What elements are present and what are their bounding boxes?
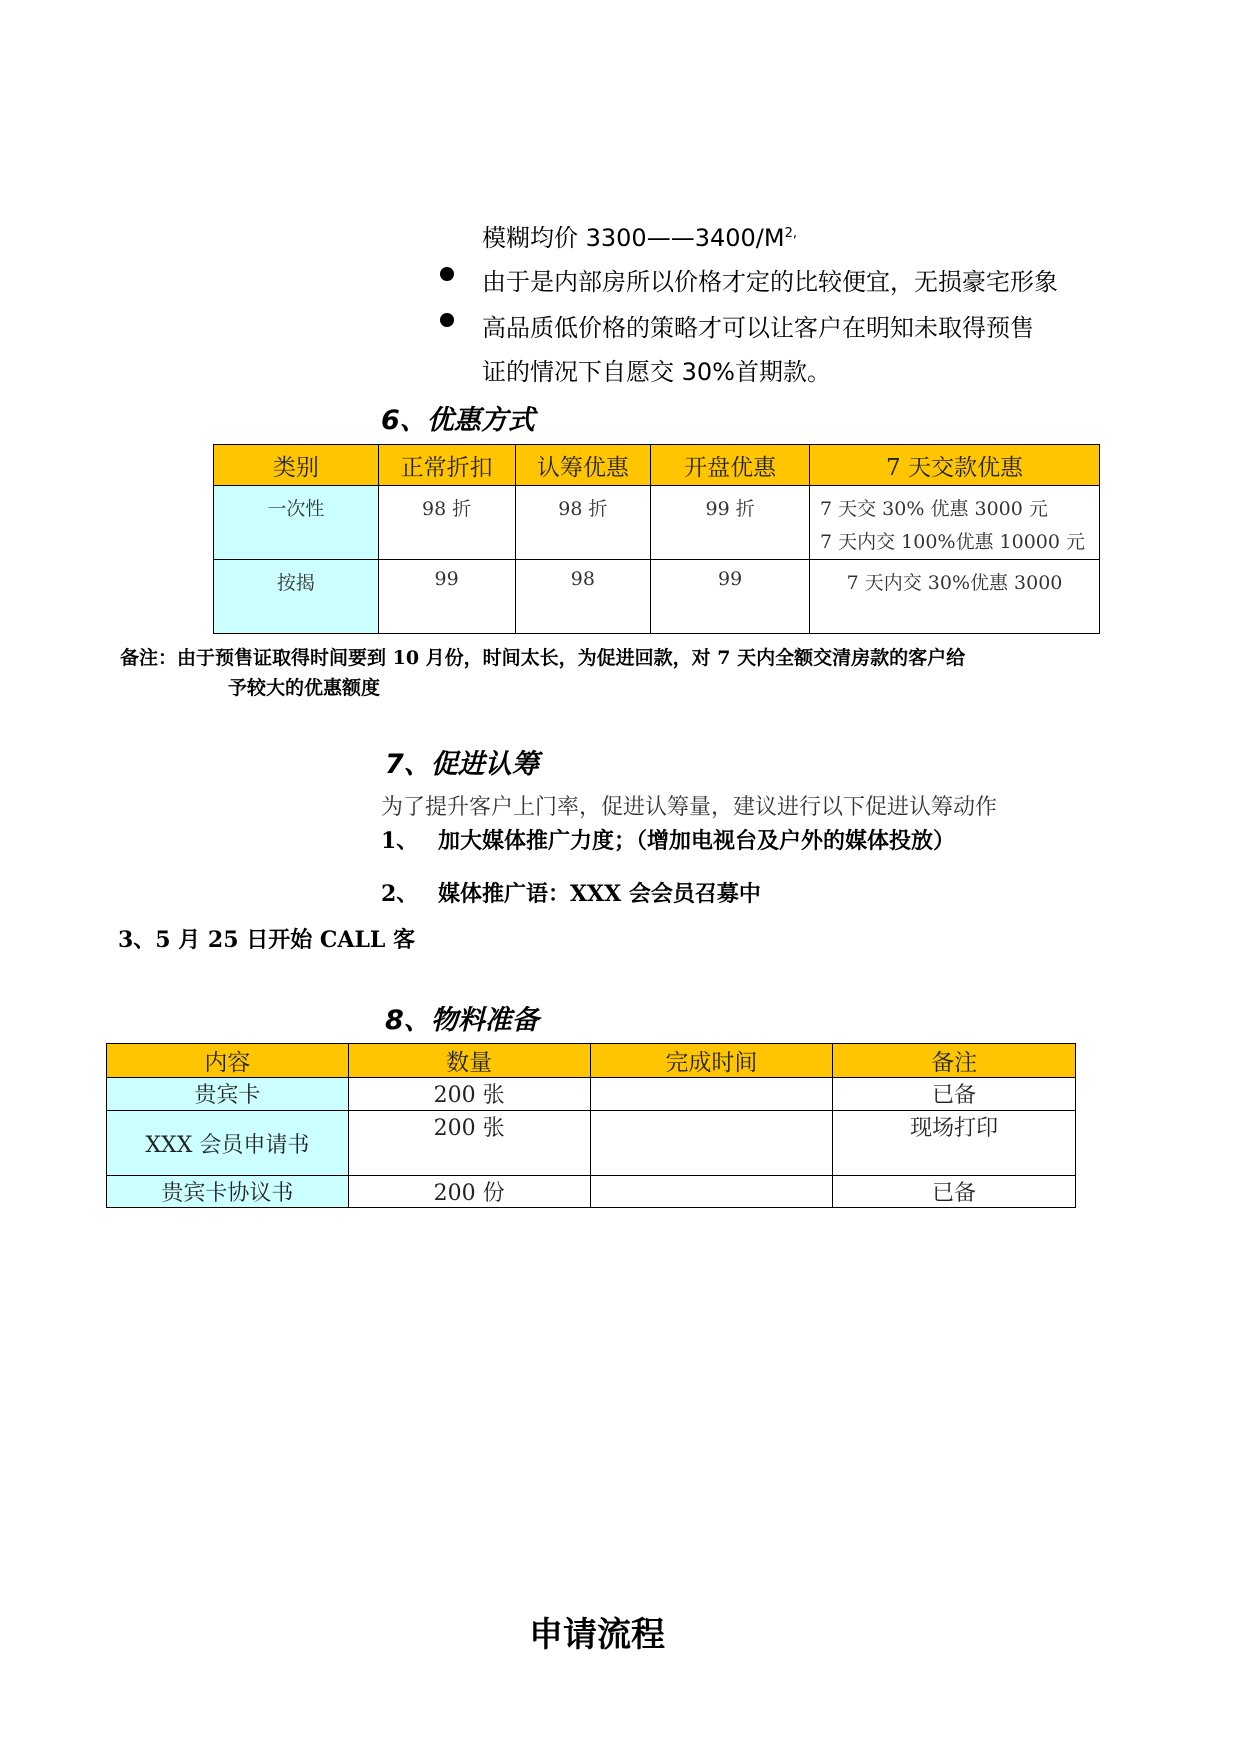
table-header-cell: 完成时间 (590, 1044, 833, 1078)
list-item: 3、5 月 25 日开始 CALL 客 (118, 927, 416, 953)
table-cell: 99 折 (651, 486, 810, 560)
table-cell: 99 (651, 560, 810, 634)
row-label: 贵宾卡 (107, 1078, 349, 1111)
table-cell: 现场打印 (833, 1111, 1076, 1176)
list-item-number: 2、 (381, 881, 419, 907)
price-line-text: 模糊均价 3300——3400/M (482, 224, 785, 252)
row-label: 一次性 (214, 486, 379, 560)
table-header-row (214, 445, 1100, 486)
list-item (381, 824, 955, 855)
table-note: 备注：由于预售证取得时间要到 10 月份，时间太长，为促进回款，对 7 天内全额交清房款的客户给 (120, 647, 966, 669)
table-row (214, 486, 1100, 560)
table-cell: 98 折 (378, 486, 515, 560)
list-item (381, 877, 761, 908)
bullet-item-continuation: 证的情况下自愿交 30%首期款。 (482, 358, 831, 386)
table-cell: 98 折 (515, 486, 651, 560)
table-row (107, 1176, 1076, 1208)
row-label: 贵宾卡协议书 (107, 1176, 349, 1208)
list-item-number: 1、 (381, 828, 419, 854)
list-item-text: 加大媒体推广力度；（增加电视台及户外的媒体投放） (437, 828, 955, 854)
table-cell: 已备 (833, 1176, 1076, 1208)
table-cell: 已备 (833, 1078, 1076, 1111)
table-cell: 7 天内交 30%优惠 3000 (810, 560, 1100, 634)
bullet-item: 高品质低价格的策略才可以让客户在明知未取得预售 (482, 314, 1034, 342)
table-cell (810, 486, 1100, 560)
bullet-item: 由于是内部房所以价格才定的比较便宜，无损豪宅形象 (482, 268, 1058, 296)
materials-table (106, 1043, 1076, 1208)
table-header-cell: 开盘优惠 (651, 445, 810, 486)
table-note-cont: 予较大的优惠额度 (228, 677, 381, 699)
table-header-cell: 类别 (214, 445, 379, 486)
table-header-row (107, 1044, 1076, 1078)
list-item-text: 媒体推广语：XXX 会会员召募中 (437, 881, 761, 907)
table-cell: 200 份 (348, 1176, 590, 1208)
table-cell (590, 1176, 833, 1208)
table-cell-line: 7 天交 30% 优惠 3000 元 (820, 498, 1048, 520)
table-cell: 98 (515, 560, 651, 634)
discount-table (213, 444, 1100, 634)
table-row (107, 1078, 1076, 1111)
price-line (482, 218, 797, 253)
price-line-sup: 2, (784, 226, 797, 241)
table-header-cell: 内容 (107, 1044, 349, 1078)
section-heading: 8、物料准备 (385, 1005, 539, 1036)
table-cell-line: 7 天内交 100%优惠 10000 元 (820, 531, 1086, 553)
bullet-dot (440, 267, 454, 281)
table-row (214, 560, 1100, 634)
table-header-cell: 认筹优惠 (515, 445, 651, 486)
row-label: XXX 会员申请书 (107, 1111, 349, 1176)
table-header-cell: 正常折扣 (378, 445, 515, 486)
table-cell (590, 1111, 833, 1176)
table-cell (590, 1078, 833, 1111)
table-header-cell: 数量 (348, 1044, 590, 1078)
table-row (107, 1111, 1076, 1176)
table-header-cell: 备注 (833, 1044, 1076, 1078)
section-heading: 7、促进认筹 (385, 749, 539, 780)
page-title: 申请流程 (529, 1615, 665, 1655)
table-cell: 99 (378, 560, 515, 634)
bullet-dot (440, 313, 454, 327)
row-label: 按揭 (214, 560, 379, 634)
table-cell: 200 张 (348, 1111, 590, 1176)
table-cell: 200 张 (348, 1078, 590, 1111)
section-intro: 为了提升客户上门率，促进认筹量，建议进行以下促进认筹动作 (381, 795, 998, 820)
table-header-cell: 7 天交款优惠 (810, 445, 1100, 486)
section-heading: 6、优惠方式 (381, 405, 535, 436)
